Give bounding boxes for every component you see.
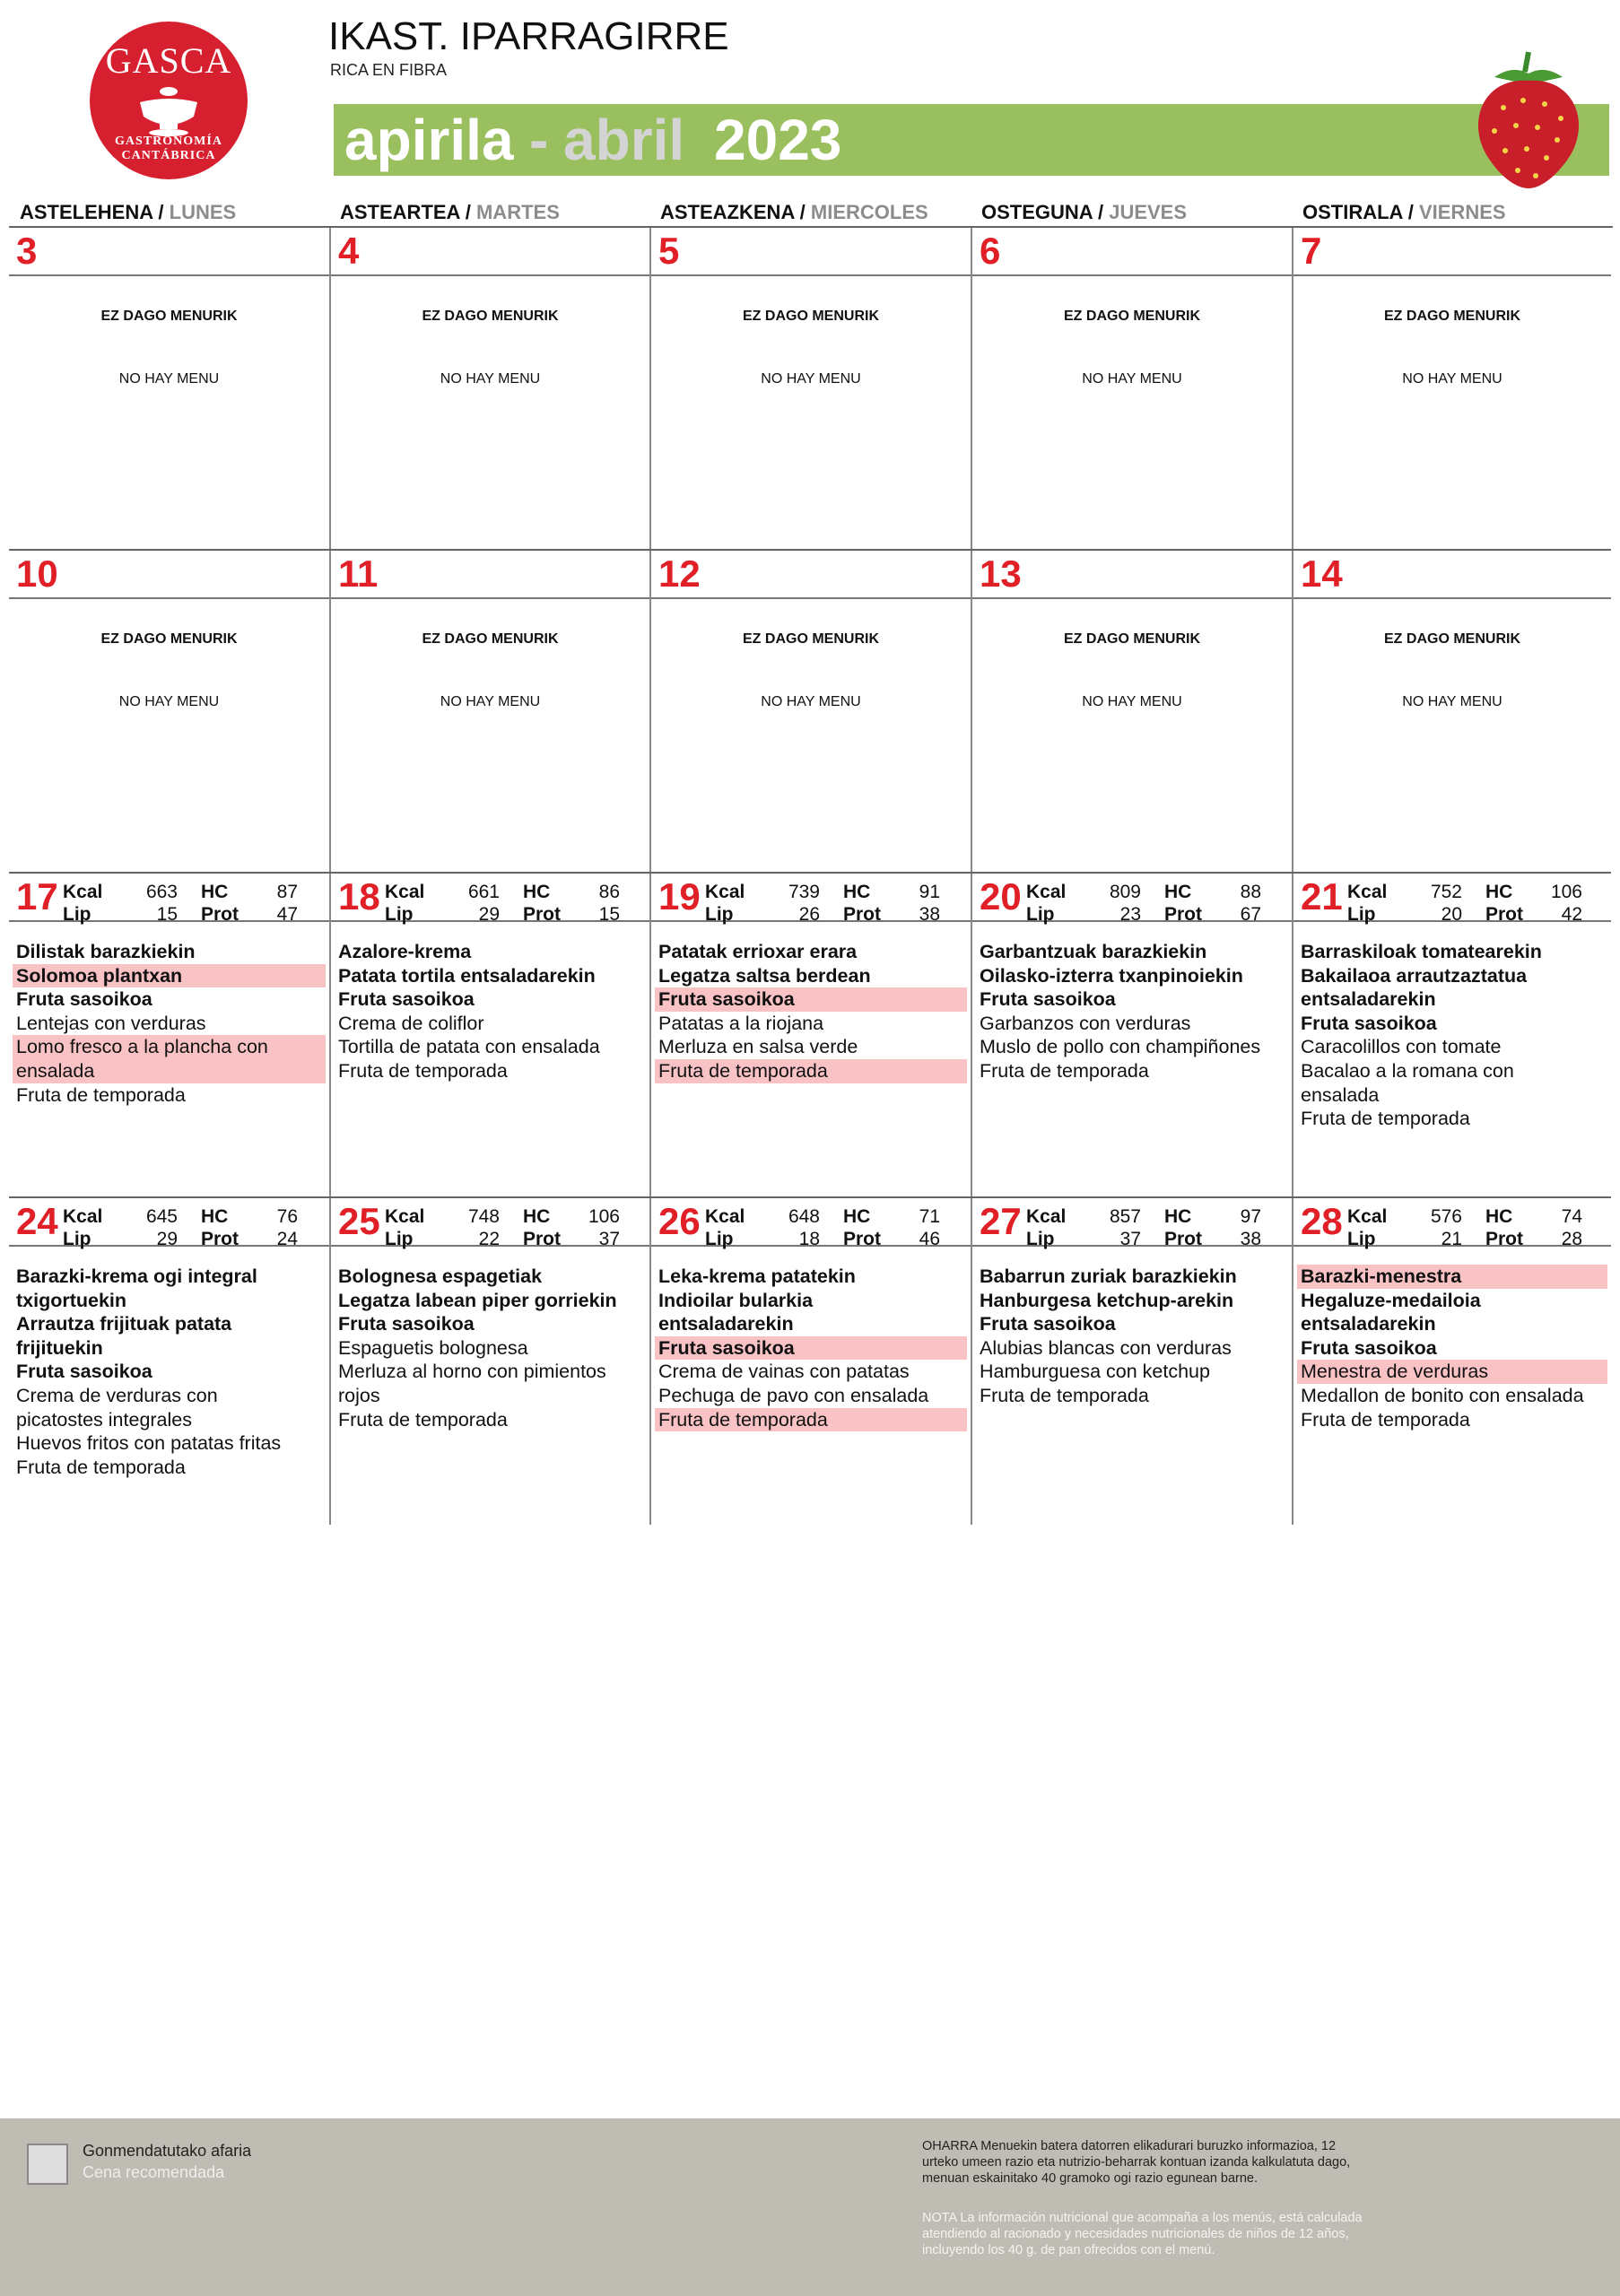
day-cell-monday: [9, 1198, 329, 1525]
dish-item-recommended: Menestra de verduras: [1297, 1360, 1607, 1384]
dish-item: Fruta de temporada: [338, 1059, 508, 1082]
nutrient-value-hc: 106: [1550, 882, 1582, 902]
dish-list: [655, 940, 967, 1083]
dish-item: Crema de verduras con: [16, 1384, 218, 1406]
nutrient-value-hc: 106: [588, 1206, 620, 1227]
weekday-friday: OSTIRALA / VIERNES: [1302, 201, 1506, 223]
day-cell-wednesday: [649, 874, 971, 1198]
day-cell-tuesday: [329, 551, 649, 874]
dish-item: Muslo de pollo con champiñones: [980, 1036, 1261, 1058]
legend-swatch: [27, 2144, 68, 2185]
dish-item: Hanburgesa ketchup-arekin: [980, 1289, 1234, 1311]
day-cell-tuesday: [329, 1198, 649, 1525]
nutrient-value-kcal: 857: [1109, 1206, 1141, 1227]
nutrient-value-prot: 24: [276, 1229, 298, 1249]
weekday-thursday: OSTEGUNA / JUEVES: [981, 201, 1188, 223]
weekday-header: [16, 199, 1613, 228]
nutrient-value-kcal: 748: [467, 1206, 500, 1227]
nutrient-value-hc: 74: [1561, 1206, 1582, 1227]
no-menu-spanish: NO HAY MENU: [1082, 371, 1182, 387]
day-header: [972, 1198, 1292, 1247]
day-number: 24: [16, 1200, 58, 1242]
nutrient-value-hc: 87: [276, 882, 298, 902]
no-menu-basque: EZ DAGO MENURIK: [422, 631, 559, 647]
dish-item: Babarrun zuriak barazkiekin: [980, 1265, 1237, 1287]
weekday-monday: ASTELEHENA / LUNES: [20, 201, 237, 223]
nutrient-label-prot: Prot: [523, 904, 561, 925]
no-menu-basque: EZ DAGO MENURIK: [743, 309, 879, 324]
nutrient-label-kcal: Kcal: [705, 1206, 745, 1227]
nutrient-value-lip: 18: [798, 1229, 820, 1249]
dish-item: Fruta de temporada: [980, 1384, 1149, 1406]
no-menu-spanish: NO HAY MENU: [761, 371, 861, 387]
dish-item: Fruta sasoikoa: [980, 1313, 1116, 1335]
no-menu-spanish: NO HAY MENU: [118, 371, 220, 387]
dish-list: [1297, 1265, 1607, 1431]
day-cell-thursday: [971, 874, 1292, 1198]
nutrient-label-prot: Prot: [843, 1229, 881, 1249]
dish-item: Fruta sasoikoa: [16, 988, 152, 1011]
day-header: [1293, 228, 1611, 276]
nutrient-value-prot: 47: [276, 904, 298, 925]
nutrient-value-prot: 67: [1240, 904, 1261, 925]
dish-item: Hamburguesa con ketchup: [980, 1361, 1210, 1383]
dish-item: Arrautza frijituak patata: [16, 1313, 232, 1335]
nutrient-label-hc: HC: [843, 1206, 871, 1227]
nutrient-value-prot: 38: [1240, 1229, 1261, 1249]
nutrient-value-lip: 23: [1119, 904, 1141, 925]
dish-item: Espaguetis bolognesa: [338, 1336, 528, 1359]
dish-list: [1297, 940, 1607, 1131]
day-number: 27: [980, 1200, 1022, 1242]
dish-item: Bacalao a la romana con: [1301, 1059, 1514, 1082]
day-number: 26: [658, 1200, 701, 1242]
dish-item: Fruta de temporada: [1301, 1108, 1470, 1130]
day-number: 12: [658, 552, 701, 595]
dish-item: Hegaluze-medailoia: [1301, 1289, 1481, 1311]
no-menu-basque: EZ DAGO MENURIK: [743, 631, 879, 647]
weekday-spanish: MIERCOLES: [810, 201, 928, 223]
dish-item-recommended: Solomoa plantxan: [13, 964, 326, 988]
dish-item: Fruta sasoikoa: [338, 1313, 475, 1335]
nutrient-value-lip: 15: [156, 904, 178, 925]
nutrient-label-kcal: Kcal: [385, 882, 425, 902]
nutrient-label-lip: Lip: [1347, 904, 1376, 925]
nutrient-label-lip: Lip: [385, 904, 414, 925]
nutrient-label-prot: Prot: [1164, 1229, 1202, 1249]
dish-item-recommended: Fruta sasoikoa: [655, 1336, 967, 1361]
day-number: 20: [980, 875, 1022, 918]
day-cell-wednesday: [649, 228, 971, 551]
day-number: 25: [338, 1200, 380, 1242]
nutrient-value-kcal: 663: [145, 882, 178, 902]
nutrient-value-lip: 37: [1119, 1229, 1141, 1249]
dish-list: [335, 1265, 646, 1431]
day-header: [972, 228, 1292, 276]
day-cell-friday: [1292, 551, 1611, 874]
footer: [0, 2118, 1620, 2296]
nutrient-label-lip: Lip: [705, 904, 734, 925]
nutrient-value-hc: 97: [1240, 1206, 1261, 1227]
dish-item: entsaladarekin: [1301, 1313, 1436, 1335]
nutrient-label-prot: Prot: [1164, 904, 1202, 925]
day-cell-wednesday: [649, 551, 971, 874]
nutrient-label-lip: Lip: [63, 1229, 91, 1249]
dish-item: Fruta de temporada: [338, 1408, 508, 1431]
dish-item: Crema de vainas con patatas: [658, 1361, 910, 1383]
no-menu-basque: EZ DAGO MENURIK: [100, 309, 238, 324]
nutrient-value-hc: 88: [1240, 882, 1261, 902]
dish-item: frijituekin: [16, 1336, 103, 1359]
dish-item: Lentejas con verduras: [16, 1012, 206, 1034]
day-number: 7: [1301, 230, 1322, 272]
month-separator: -: [529, 108, 549, 172]
dish-item: txigortuekin: [16, 1289, 127, 1311]
weekday-basque: OSTIRALA: [1302, 201, 1403, 223]
nutrient-label-prot: Prot: [523, 1229, 561, 1249]
day-number: 21: [1301, 875, 1343, 918]
day-cell-friday: [1292, 874, 1611, 1198]
dish-item-recommended: Fruta sasoikoa: [655, 987, 967, 1012]
dish-item: Patata tortila entsaladarekin: [338, 964, 596, 987]
week-row: [9, 549, 1611, 874]
day-cell-tuesday: [329, 228, 649, 551]
dish-item-recommended: ensalada: [13, 1059, 326, 1083]
dish-item: Fruta sasoikoa: [1301, 1012, 1437, 1034]
dish-item: picatostes integrales: [16, 1408, 192, 1431]
nutrient-label-hc: HC: [1485, 882, 1513, 902]
weekday-basque: OSTEGUNA: [981, 201, 1093, 223]
day-header: [9, 228, 329, 276]
day-number: 13: [980, 552, 1022, 595]
dish-item: Fruta sasoikoa: [16, 1361, 152, 1383]
day-number: 11: [338, 552, 379, 595]
day-header: [331, 1198, 649, 1247]
weekday-basque: ASTELEHENA: [20, 201, 153, 223]
weekday-spanish: JUEVES: [1109, 201, 1188, 223]
no-menu-spanish: NO HAY MENU: [440, 371, 541, 387]
dish-item: Indioilar bularkia: [658, 1289, 814, 1311]
day-number: 5: [658, 230, 680, 272]
dish-item: Bakailaoa arrautzaztatua: [1301, 964, 1528, 987]
nutrient-label-lip: Lip: [1347, 1229, 1376, 1249]
nutrient-label-prot: Prot: [201, 1229, 239, 1249]
nutrient-label-hc: HC: [843, 882, 871, 902]
day-header: [1293, 874, 1611, 925]
day-number: 10: [16, 552, 58, 595]
day-header: [1293, 1198, 1611, 1247]
nutrient-label-lip: Lip: [385, 1229, 414, 1249]
weekday-spanish: LUNES: [169, 201, 237, 223]
week-row: [9, 872, 1611, 1198]
day-cell-monday: [9, 551, 329, 874]
dish-item: entsaladarekin: [1301, 988, 1436, 1011]
nutrient-label-lip: Lip: [1026, 904, 1055, 925]
month-banner: [334, 104, 1609, 176]
nutrient-label-kcal: Kcal: [705, 882, 745, 902]
no-menu-spanish: NO HAY MENU: [118, 694, 220, 709]
dish-item: Fruta sasoikoa: [338, 988, 475, 1011]
dish-list: [655, 1265, 967, 1431]
nutrient-label-hc: HC: [523, 1206, 551, 1227]
dish-item: Barraskiloak tomatearekin: [1301, 941, 1542, 962]
dish-item: Leka-krema patatekin: [658, 1265, 856, 1287]
nutrient-label-lip: Lip: [1026, 1229, 1055, 1249]
weekday-wednesday: ASTEAZKENA / MIERCOLES: [660, 201, 928, 223]
nutrient-value-hc: 91: [919, 882, 940, 902]
day-number: 6: [980, 230, 1001, 272]
day-header: [1293, 551, 1611, 599]
nutrient-value-kcal: 739: [788, 882, 820, 902]
nutrient-value-lip: 21: [1441, 1229, 1462, 1249]
nutrient-label-hc: HC: [1164, 1206, 1192, 1227]
dish-item: Bolognesa espagetiak: [338, 1265, 543, 1287]
nutrient-value-hc: 71: [919, 1206, 940, 1227]
nutrient-label-lip: Lip: [705, 1229, 734, 1249]
dish-item-recommended: Fruta de temporada: [655, 1408, 967, 1432]
nutrient-value-prot: 28: [1561, 1229, 1582, 1249]
nutrient-label-kcal: Kcal: [1026, 882, 1067, 902]
dish-item: Fruta de temporada: [16, 1083, 186, 1106]
dish-item: Fruta sasoikoa: [1301, 1336, 1437, 1359]
day-number: 19: [658, 875, 701, 918]
no-menu-basque: EZ DAGO MENURIK: [1064, 309, 1200, 324]
no-menu-spanish: NO HAY MENU: [440, 694, 541, 709]
nutrient-label-hc: HC: [1485, 1206, 1513, 1227]
nutrient-label-kcal: Kcal: [63, 882, 103, 902]
weekday-basque: ASTEARTEA: [340, 201, 460, 223]
dish-item: Medallon de bonito con ensalada: [1301, 1384, 1584, 1406]
weekday-tuesday: ASTEARTEA / MARTES: [340, 201, 560, 223]
logo-subtitle: GASTRONOMÍA CANTÁBRICA: [115, 135, 222, 162]
dish-item-recommended: Lomo fresco a la plancha con: [13, 1035, 326, 1059]
no-menu-spanish: NO HAY MENU: [761, 694, 861, 709]
no-menu-spanish: NO HAY MENU: [1082, 694, 1182, 709]
nutrient-label-prot: Prot: [1485, 904, 1523, 925]
day-number: 4: [338, 230, 360, 272]
day-header: [651, 1198, 971, 1247]
day-cell-friday: [1292, 228, 1611, 551]
day-cell-thursday: [971, 551, 1292, 874]
nutrient-label-kcal: Kcal: [1347, 882, 1388, 902]
nutrient-value-prot: 42: [1561, 904, 1582, 925]
nutrient-value-lip: 22: [478, 1229, 500, 1249]
day-header: [651, 551, 971, 599]
day-number: 18: [338, 875, 380, 918]
nutrient-label-kcal: Kcal: [1026, 1206, 1067, 1227]
nutrient-value-prot: 15: [598, 904, 620, 925]
no-menu-basque: EZ DAGO MENURIK: [1384, 631, 1520, 647]
no-menu-spanish: NO HAY MENU: [1402, 371, 1502, 387]
weekday-spanish: MARTES: [475, 201, 560, 223]
dish-item: Tortilla de patata con ensalada: [338, 1036, 600, 1058]
nutrient-label-kcal: Kcal: [385, 1206, 425, 1227]
weekday-basque: ASTEAZKENA: [660, 201, 795, 223]
soup-tureen-icon: [133, 83, 205, 136]
month-basque: apirila: [344, 108, 514, 172]
dish-item: Fruta de temporada: [1301, 1408, 1470, 1431]
dish-item: Fruta sasoikoa: [980, 988, 1116, 1011]
logo-word: GASCA: [105, 40, 232, 81]
dish-item: Oilasko-izterra txanpinoiekin: [980, 964, 1243, 987]
dish-item: Dilistak barazkiekin: [16, 941, 196, 962]
dish-item: Huevos fritos con patatas fritas: [16, 1432, 282, 1455]
strawberry-icon: [1468, 45, 1590, 190]
day-number: 14: [1301, 552, 1343, 595]
nutrient-label-prot: Prot: [843, 904, 881, 925]
day-cell-thursday: [971, 1198, 1292, 1525]
day-number: 17: [16, 875, 58, 918]
day-header: [651, 874, 971, 925]
day-cell-thursday: [971, 228, 1292, 551]
day-cell-monday: [9, 874, 329, 1198]
dish-item: Crema de coliflor: [338, 1012, 484, 1034]
dish-item: Fruta de temporada: [980, 1059, 1149, 1082]
day-cell-tuesday: [329, 874, 649, 1198]
year: 2023: [714, 108, 842, 172]
nutrient-value-kcal: 809: [1109, 882, 1141, 902]
nutrient-label-prot: Prot: [201, 904, 239, 925]
nutrient-value-lip: 26: [798, 904, 820, 925]
dish-item: Patatak errioxar erara: [658, 941, 858, 962]
week-row: [9, 226, 1611, 551]
logo: [90, 22, 248, 179]
day-cell-monday: [9, 228, 329, 551]
nutrient-label-kcal: Kcal: [1347, 1206, 1388, 1227]
nutrient-label-hc: HC: [1164, 882, 1192, 902]
dish-item: Patatas a la riojana: [658, 1012, 824, 1034]
nutrient-label-hc: HC: [523, 882, 551, 902]
day-header: [331, 228, 649, 276]
nutrient-label-kcal: Kcal: [63, 1206, 103, 1227]
day-header: [9, 874, 329, 925]
dish-list: [13, 940, 326, 1107]
legend-label-basque: Gonmendatutako afaria: [83, 2142, 252, 2160]
day-header: [651, 228, 971, 276]
dish-list: [976, 940, 1288, 1083]
dish-item-recommended: Fruta de temporada: [655, 1059, 967, 1083]
nutrient-value-kcal: 576: [1430, 1206, 1462, 1227]
day-header: [9, 1198, 329, 1247]
nutrient-value-kcal: 645: [145, 1206, 178, 1227]
day-header: [9, 551, 329, 599]
nutrient-value-kcal: 752: [1430, 882, 1462, 902]
dish-item: Pechuga de pavo con ensalada: [658, 1384, 929, 1406]
dish-item: Barazki-krema ogi integral: [16, 1265, 257, 1287]
dish-item-recommended: Barazki-menestra: [1297, 1265, 1607, 1289]
nutrient-value-prot: 37: [598, 1229, 620, 1249]
nutrient-value-lip: 29: [478, 904, 500, 925]
day-number: 28: [1301, 1200, 1343, 1242]
legend-label-spanish: Cena recomendada: [83, 2163, 225, 2181]
nutrient-value-kcal: 661: [467, 882, 500, 902]
dish-item: Merluza en salsa verde: [658, 1036, 858, 1058]
day-number: 3: [16, 230, 38, 272]
nutrient-value-hc: 76: [276, 1206, 298, 1227]
dish-list: [335, 940, 646, 1083]
nutrient-value-hc: 86: [598, 882, 620, 902]
weekday-spanish: VIERNES: [1418, 201, 1506, 223]
day-header: [972, 874, 1292, 925]
dish-item: Garbanzos con verduras: [980, 1012, 1191, 1034]
dish-item: Legatza saltsa berdean: [658, 964, 871, 987]
day-header: [972, 551, 1292, 599]
nutrition-note-basque: OHARRA Menuekin batera datorren elikadurari buruzko informazioa, 12 urteko umeen razio eta nutrizio-beharrak kontuan izanda kalkulatuta dago, menuan eskainitako 40 gramoko ogi razio egunean barne.: [922, 2139, 1351, 2186]
dish-item: rojos: [338, 1384, 380, 1406]
day-cell-wednesday: [649, 1198, 971, 1525]
dish-item: Merluza al horno con pimientos: [338, 1361, 606, 1383]
week-row: [9, 1196, 1611, 1525]
dish-item: Fruta de temporada: [16, 1456, 186, 1478]
dish-item: entsaladarekin: [658, 1313, 794, 1335]
no-menu-basque: EZ DAGO MENURIK: [1064, 631, 1200, 647]
day-header: [331, 551, 649, 599]
menu-subtitle: RICA EN FIBRA: [330, 61, 448, 79]
school-name: IKAST. IPARRAGIRRE: [328, 14, 729, 58]
nutrient-label-hc: HC: [201, 1206, 229, 1227]
nutrient-value-prot: 46: [919, 1229, 940, 1249]
dish-item: Garbantzuak barazkiekin: [980, 941, 1207, 962]
dish-item: Caracolillos con tomate: [1301, 1036, 1502, 1058]
day-header: [331, 874, 649, 925]
dish-item: ensalada: [1301, 1083, 1380, 1106]
dish-item: Legatza labean piper gorriekin: [338, 1289, 617, 1311]
nutrient-value-kcal: 648: [788, 1206, 820, 1227]
no-menu-basque: EZ DAGO MENURIK: [1384, 309, 1520, 324]
month-spanish: abril: [563, 108, 685, 172]
dish-list: [13, 1265, 326, 1479]
nutrient-value-lip: 29: [156, 1229, 178, 1249]
dish-item: Azalore-krema: [338, 941, 472, 962]
nutrient-value-prot: 38: [919, 904, 940, 925]
nutrient-label-hc: HC: [201, 882, 229, 902]
dish-item: Alubias blancas con verduras: [980, 1336, 1232, 1359]
no-menu-spanish: NO HAY MENU: [1402, 694, 1502, 709]
day-cell-friday: [1292, 1198, 1611, 1525]
nutrient-value-lip: 20: [1441, 904, 1462, 925]
nutrition-note-spanish: NOTA La información nutricional que acompaña a los menús, está calculada atendiendo al racionado y necesidades nutricionales de niños de 12 años, incluyendo los 40 g. de pan ofrecidos con el menú.: [922, 2211, 1363, 2257]
no-menu-basque: EZ DAGO MENURIK: [422, 309, 559, 324]
nutrient-label-lip: Lip: [63, 904, 91, 925]
no-menu-basque: EZ DAGO MENURIK: [100, 631, 238, 647]
dish-list: [976, 1265, 1288, 1408]
nutrient-label-prot: Prot: [1485, 1229, 1523, 1249]
